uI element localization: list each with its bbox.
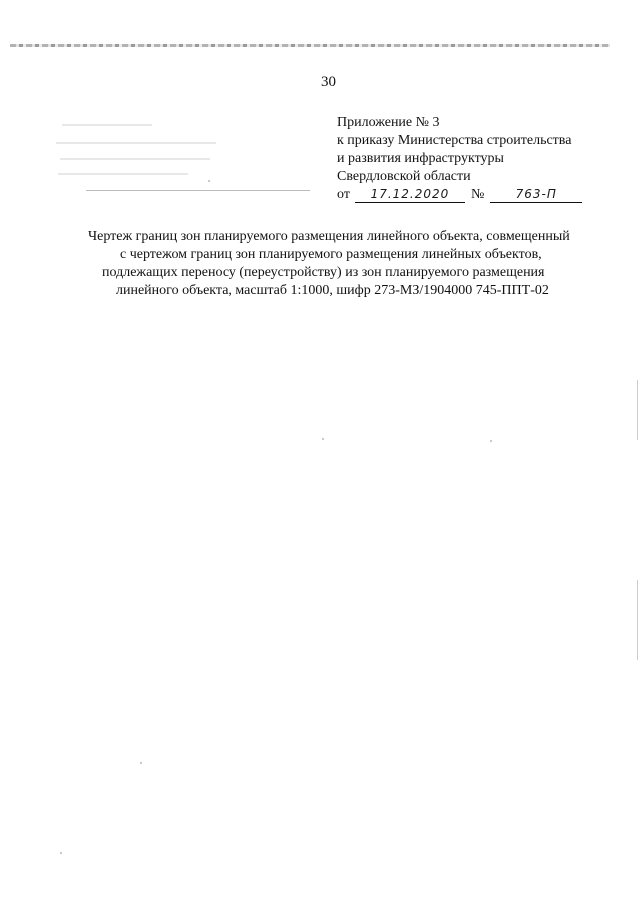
scan-speck — [140, 762, 142, 764]
appendix-header — [337, 114, 597, 204]
bleed-through-mark — [58, 173, 188, 175]
appendix-label: Приложение № 3 — [337, 115, 440, 130]
scan-artifact-top — [10, 44, 610, 47]
scan-speck — [490, 440, 492, 442]
bleed-through-mark — [56, 142, 216, 144]
title-line: Чертеж границ зон планируемого размещения линейного объекта, совмещенный — [88, 229, 570, 244]
handwritten-order-number: 763-П — [490, 187, 582, 203]
appendix-region-line: Свердловской области — [337, 169, 471, 184]
page-number: 30 — [321, 74, 336, 90]
bleed-through-mark — [60, 158, 210, 160]
bleed-through-mark — [62, 124, 152, 126]
document-title — [80, 228, 580, 300]
appendix-ministry-line: и развития инфраструктуры — [337, 151, 504, 166]
scan-speck — [60, 852, 62, 854]
scan-speck — [208, 180, 210, 182]
handwritten-date: 17.12.2020 — [355, 187, 465, 203]
bleed-through-line — [86, 190, 310, 191]
title-line: с чертежом границ зон планируемого размещения линейных объектов, — [120, 247, 542, 262]
date-prefix: от — [337, 187, 350, 202]
title-line: подлежащих переносу (переустройству) из зон планируемого размещения — [102, 265, 545, 280]
scan-speck — [322, 438, 324, 440]
scan-edge-mark — [637, 580, 638, 660]
number-prefix: № — [470, 187, 485, 202]
title-line: линейного объекта, масштаб 1:1000, шифр 273-МЗ/1904000 745-ППТ-02 — [116, 283, 549, 298]
appendix-order-line: к приказу Министерства строительства — [337, 133, 572, 148]
scan-edge-mark — [637, 380, 638, 440]
appendix-date-row — [337, 186, 597, 204]
